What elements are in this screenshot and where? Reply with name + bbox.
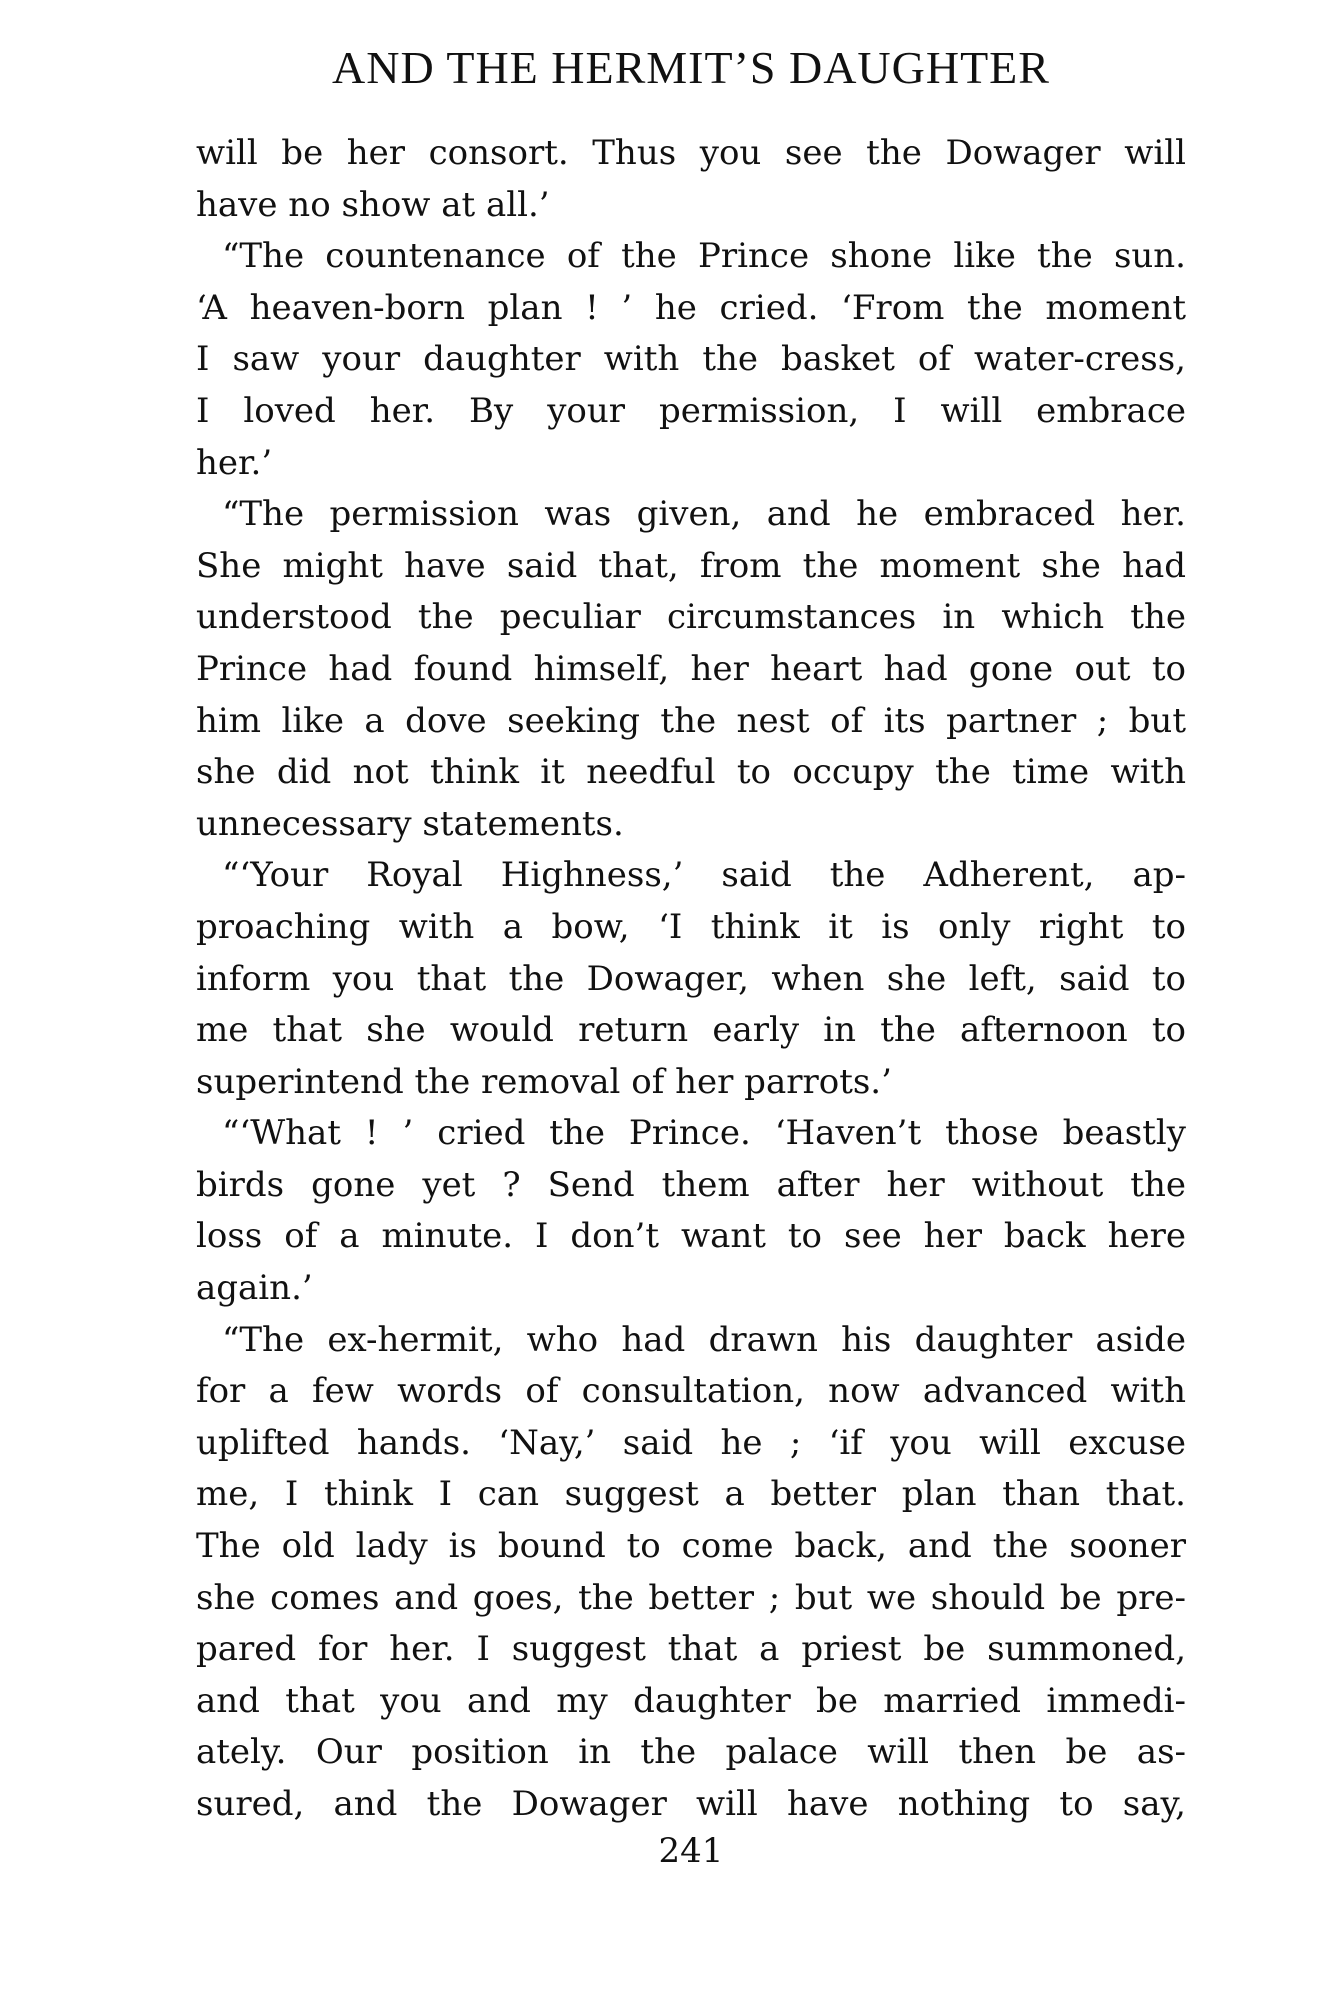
text-line: and that you and my daughter be married immedi-: [196, 1680, 1186, 1721]
text-line: unnecessary statements.: [196, 803, 624, 844]
text-line: him like a dove seeking the nest of its partner ; but: [196, 700, 1186, 741]
text-line: I loved her. By your permission, I will embrace: [196, 390, 1186, 431]
text-line: ‘A heaven-born plan ! ’ he cried. ‘From the moment: [196, 287, 1186, 328]
text-line: She might have said that, from the moment she had: [196, 545, 1186, 586]
text-line: “The ex-hermit, who had drawn his daughter aside: [222, 1319, 1186, 1360]
text-line: understood the peculiar circumstances in which the: [196, 597, 1186, 638]
text-line: uplifted hands. ‘Nay,’ said he ; ‘if you will excuse: [196, 1422, 1186, 1463]
text-line: me that she would return early in the afternoon to: [196, 1010, 1186, 1051]
text-line: again.’: [196, 1268, 313, 1309]
text-line: “‘Your Royal Highness,’ said the Adherent, ap-: [222, 855, 1186, 896]
text-line: her.’: [196, 442, 273, 483]
running-head: AND THE HERMIT’S DAUGHTER: [332, 42, 1050, 93]
text-line: have no show at all.’: [196, 184, 550, 225]
text-line: she did not think it needful to occupy the time with: [196, 752, 1186, 793]
text-line: Prince had found himself, her heart had gone out to: [196, 648, 1186, 689]
text-line: proaching with a bow, ‘I think it is only right to: [196, 906, 1186, 947]
text-line: ately. Our position in the palace will then be as-: [196, 1732, 1186, 1773]
text-line: birds gone yet ? Send them after her without the: [196, 1164, 1186, 1205]
body-text: [196, 128, 1186, 1831]
text-line: inform you that the Dowager, when she left, said to: [196, 958, 1186, 999]
text-line: “The permission was given, and he embraced her.: [222, 494, 1186, 535]
page-number: 241: [658, 1831, 724, 1871]
text-line: me, I think I can suggest a better plan than that.: [196, 1474, 1186, 1515]
text-line: for a few words of consultation, now advanced with: [196, 1371, 1186, 1412]
text-line: sured, and the Dowager will have nothing to say,: [196, 1784, 1186, 1824]
text-line: “The countenance of the Prince shone like the sun.: [222, 236, 1186, 277]
text-line: The old lady is bound to come back, and the sooner: [196, 1526, 1186, 1567]
text-line: loss of a minute. I don’t want to see her back here: [196, 1216, 1186, 1257]
text-line: she comes and goes, the better ; but we should be pre-: [196, 1577, 1186, 1618]
text-line: superintend the removal of her parrots.’: [196, 1061, 892, 1102]
text-line: will be her consort. Thus you see the Dowager will: [196, 133, 1186, 173]
text-line: pared for her. I suggest that a priest be summoned,: [196, 1629, 1186, 1670]
text-line: I saw your daughter with the basket of water-cress,: [196, 339, 1186, 380]
text-line: “‘What ! ’ cried the Prince. ‘Haven’t those beastly: [222, 1113, 1186, 1154]
